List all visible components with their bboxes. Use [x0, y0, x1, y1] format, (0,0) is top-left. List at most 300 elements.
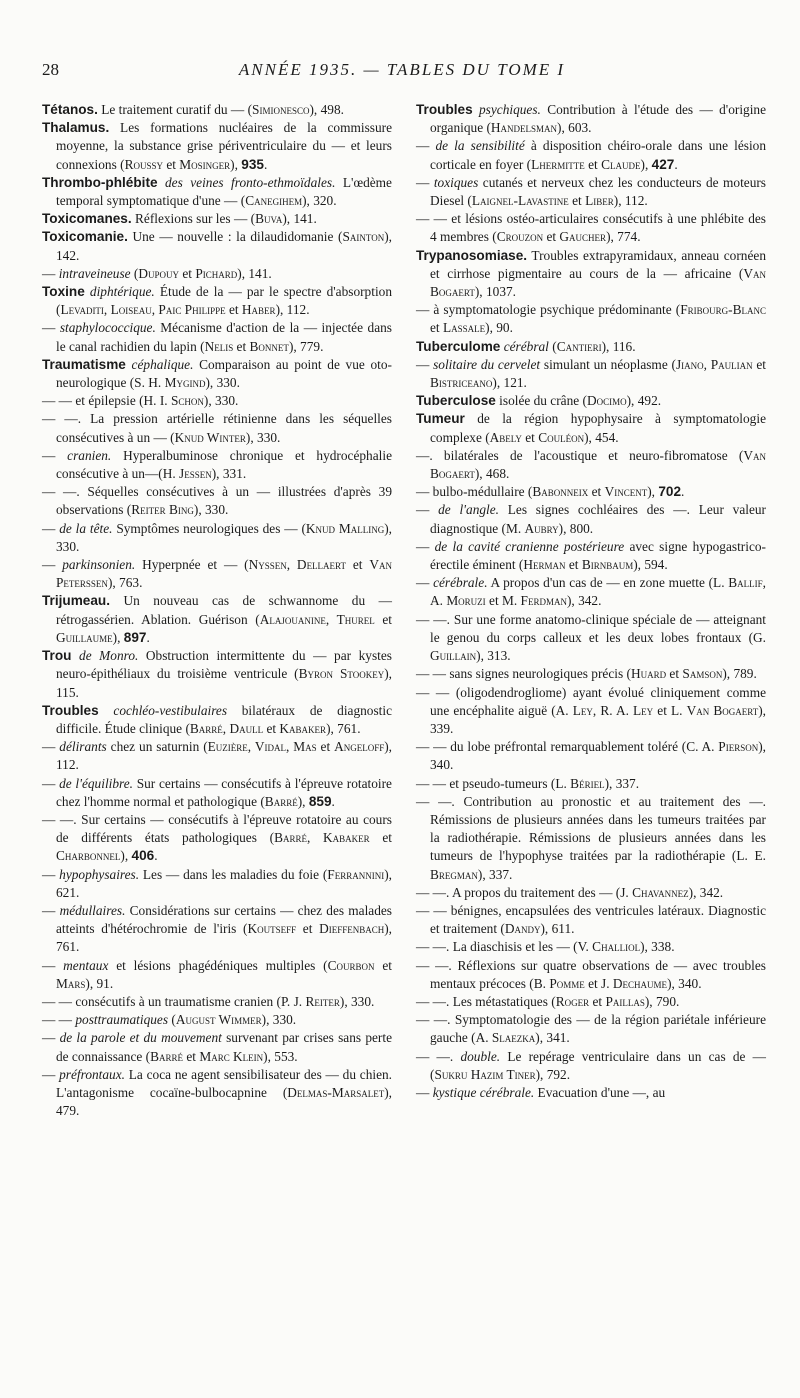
index-entry: [42, 410, 392, 446]
entry-text: —: [42, 447, 68, 463]
entry-text: — —. A propos du traitement des — (J.: [416, 884, 633, 900]
index-entry: [42, 283, 392, 319]
running-header: [42, 60, 762, 90]
entry-text: ), 603.: [557, 120, 592, 136]
entry-heading: 897: [123, 629, 147, 645]
index-entry: [416, 247, 766, 302]
author-name: Pierson: [718, 739, 759, 755]
entry-text: —: [42, 739, 60, 755]
entry-text: ), 790.: [644, 993, 680, 1009]
entry-heading: Trou: [42, 648, 72, 664]
author-name: Laignel-Lavastine: [471, 193, 569, 209]
author-name: Challiol: [592, 939, 641, 955]
index-entry: [42, 392, 392, 410]
entry-text: et: [584, 156, 602, 172]
index-entry: [42, 1066, 392, 1121]
entry-text: ), 116.: [601, 338, 636, 354]
page-number: 28: [42, 60, 59, 79]
entry-text: — — bénignes, encapsulées des ventricules latéraux. Diagnostic et traitement (: [416, 902, 766, 937]
author-name: Nelis: [204, 338, 234, 354]
entry-text: — —. La diaschisis et les — (V.: [416, 939, 593, 955]
entry-subject: solitaire du cervelet: [433, 356, 541, 372]
entry-text: ), 774.: [606, 229, 641, 245]
index-entry: [416, 1011, 766, 1047]
entry-heading: Tumeur: [416, 411, 465, 427]
author-name: Ferdman: [520, 593, 567, 609]
entry-text: — à symptomatologie psychique prédominante (: [416, 302, 681, 318]
index-entry: [416, 993, 766, 1011]
entry-text: ), 339.: [430, 702, 767, 736]
entry-text: et L.: [653, 702, 687, 718]
index-entry: [416, 501, 766, 537]
entry-text: —: [416, 174, 434, 190]
entry-subject: de l'équilibre.: [59, 775, 133, 791]
author-name: Buva: [255, 211, 283, 227]
author-name: Ferrannini: [327, 866, 385, 882]
entry-text: ), 1037.: [474, 284, 516, 300]
index-entry: [416, 101, 766, 137]
entry-text: , A.: [430, 575, 766, 609]
index-entry: [416, 301, 766, 337]
entry-text: et: [568, 193, 586, 209]
entry-text: — — et pseudo-tumeurs (L.: [416, 775, 571, 791]
entry-text: ), 342.: [566, 593, 602, 609]
entry-text: et J.: [584, 975, 613, 991]
entry-text: et: [565, 557, 582, 573]
entry-text: —: [416, 1084, 433, 1100]
entry-text: Réflexions sur les — (: [131, 211, 256, 227]
author-name: Barré, Daull: [189, 720, 264, 736]
entry-text: et: [346, 557, 370, 573]
entry-text: ),: [647, 484, 659, 500]
author-name: Sainton: [342, 229, 385, 245]
entry-text: ), 337.: [604, 775, 640, 791]
entry-text: Obstruction intermittente du — par kystes neuro-épithéliaux du troisième ventricule (: [56, 648, 392, 682]
entry-text: Un nouveau cas de schwannome du — rétrogassérien. Ablation. Guérison (: [56, 593, 392, 627]
entry-text: bilatéraux de diagnostic difficile. Étude clinique (: [56, 702, 392, 736]
entry-text: ), 338.: [640, 939, 675, 955]
entry-text: (: [130, 265, 139, 281]
author-name: Huard: [630, 666, 667, 682]
entry-text: ), 330.: [193, 502, 229, 518]
entry-text: et: [183, 1048, 200, 1064]
entry-text: — —. Les métastatiques (: [416, 993, 556, 1009]
author-name: Jiano, Paulian: [675, 356, 753, 372]
entry-text: ), 330.: [339, 993, 375, 1009]
author-name: Mars: [56, 975, 86, 991]
index-entry: [416, 538, 766, 574]
entry-text: —: [416, 538, 435, 554]
author-name: Angeloff: [334, 739, 385, 755]
entry-text: — —. Sur certains — consécutifs à l'épreuve rotatoire au cours de différents états pathologiques (: [42, 811, 392, 846]
entry-text: ), 112.: [275, 302, 310, 318]
entry-text: et: [162, 156, 180, 172]
entry-text: Le repérage ventriculaire dans un cas de — (: [430, 1048, 766, 1082]
index-entry: [42, 866, 392, 902]
entry-text: avec signe hypogastrico-érectile éminent (: [430, 538, 766, 573]
entry-subject: de la cavité cranienne postérieure: [434, 538, 625, 554]
entry-subject: de la tête.: [59, 520, 113, 536]
author-name: Aubry: [524, 520, 559, 536]
entry-text: ), 621.: [56, 866, 392, 900]
index-entry: [42, 174, 392, 210]
author-name: Levaditi, Loiseau, Paic Philippe: [60, 302, 226, 318]
entry-heading: Trypanosomiase.: [416, 247, 528, 263]
entry-subject: céphalique.: [131, 356, 194, 372]
author-name: Dandy: [504, 921, 541, 937]
entry-text: Evacuation d'une —, au: [534, 1084, 666, 1100]
entry-subject: préfrontaux.: [59, 1066, 125, 1082]
index-entry: [416, 793, 766, 884]
entry-text: Sur certains — consécutifs à l'épreuve rotatoire chez l'homme normal et pathologique (: [56, 775, 392, 809]
entry-text: ), 594.: [633, 557, 668, 573]
author-name: Liber: [585, 193, 614, 209]
entry-text: et: [263, 720, 280, 736]
author-name: Paillas: [605, 993, 645, 1009]
entry-text: — — consécutifs à un traumatisme cranien (P. J.: [42, 993, 306, 1009]
entry-text: ), 330.: [261, 1012, 297, 1028]
author-name: Dieffenbach: [319, 921, 385, 937]
entry-text: et: [225, 302, 242, 318]
entry-text: — —. Séquelles consécutives à un — illustrées d'après 39 observations (: [42, 484, 392, 518]
entry-text: Considérations sur certains — chez des malades atteints d'hétérochromie de l'iris (: [56, 902, 393, 937]
index-entry: [42, 119, 392, 174]
author-name: Roussy: [124, 156, 163, 172]
index-entry: [42, 228, 392, 264]
entry-text: Comparaison au point de vue oto-neurologique (S. H.: [56, 356, 392, 391]
entry-text: —. bilatérales de l'acoustique et neuro-fibromatose (: [416, 447, 744, 463]
author-name: Jessen: [179, 466, 212, 482]
entry-text: Hyperpnée et — (: [135, 557, 249, 573]
entry-text: ), 141.: [282, 211, 317, 227]
entry-heading: 935: [241, 156, 264, 172]
entry-text: A propos d'un cas de — en zone muette (L.: [487, 575, 729, 591]
entry-text: ), 779.: [288, 338, 324, 354]
entry-text: Les signes cochléaires des —. Leur valeur diagnostique (M.: [430, 502, 766, 536]
author-name: Abely: [489, 429, 522, 445]
author-name: Pichard: [195, 265, 238, 281]
entry-subject: intraveineuse: [58, 265, 131, 281]
entry-text: isolée du crâne (: [495, 393, 587, 409]
entry-text: ), 142.: [56, 229, 392, 263]
entry-text: ), 340.: [667, 975, 702, 991]
author-name: Delmas-Marsalet: [287, 1084, 385, 1100]
entry-text: — —: [42, 1012, 76, 1028]
entry-text: ), 121.: [492, 375, 527, 391]
entry-heading: Toxicomanes.: [42, 211, 132, 227]
entry-text: — —. Sur une forme anatomo-clinique spéciale de — atteignant le genou du corps calleux et les deux lobes frontaux (G.: [416, 611, 766, 645]
index-entry: [416, 738, 766, 774]
entry-heading: Tétanos.: [42, 102, 98, 117]
entry-text: (: [548, 338, 557, 354]
index-entry: [42, 592, 392, 647]
entry-text: (: [168, 1012, 176, 1028]
author-name: Moruzi: [446, 593, 486, 609]
entry-text: Mécanisme d'action de la — injectée dans le canal rachidien du lapin (: [56, 320, 392, 354]
index-entry: [416, 574, 766, 610]
running-title: ANNÉE 1935. — TABLES DU TOME I: [238, 60, 566, 79]
author-name: Charbonnel: [56, 848, 121, 864]
entry-text: .: [674, 156, 678, 172]
index-entry: [42, 556, 392, 592]
entry-heading: Troubles: [42, 702, 99, 718]
author-name: Canegihem: [245, 193, 303, 209]
author-name: Ley: [633, 702, 654, 718]
entry-subject: kystique cérébrale.: [432, 1084, 535, 1100]
entry-text: et: [179, 265, 196, 281]
index-entry: [416, 775, 766, 793]
index-entry: [42, 647, 392, 702]
author-name: Van Peterssen: [56, 557, 392, 591]
entry-text: — —. Réflexions sur quatre observations de — avec troubles mentaux précoces (B.: [416, 957, 766, 991]
index-entry: [416, 611, 766, 666]
entry-text: Troubles extrapyramidaux, anneau cornéen et cirrhose pigmentaire au cours de la — africaine (: [430, 247, 766, 281]
author-name: Lhermitte: [531, 156, 585, 172]
entry-subject: psychiques.: [479, 102, 541, 117]
entry-text: — —. Contribution au pronostic et au traitement des —. Rémissions de plusieurs années dans les tumeurs traitées par la radiothérapie. Rémissions de plusieurs années dans les tumeurs de l'hypophyse traitées par la radiothérapie (L. E.: [416, 793, 766, 864]
author-name: Haber: [241, 302, 276, 318]
index-entry: [42, 319, 392, 355]
entry-heading: Tuberculome: [416, 338, 501, 354]
entry-text: ), 331.: [211, 466, 247, 482]
index-entry: [416, 1084, 766, 1102]
entry-subject: staphylococcique.: [59, 320, 156, 336]
entry-text: [99, 703, 114, 718]
entry-text: et: [589, 993, 606, 1009]
index-entry: [416, 447, 766, 483]
entry-text: ), 761.: [326, 720, 361, 736]
entry-text: ), 553.: [263, 1048, 298, 1064]
author-name: Guillaume: [56, 629, 113, 645]
entry-text: — — du lobe préfrontal remarquablement toléré (C. A.: [416, 739, 719, 755]
index-entry: [416, 483, 766, 501]
index-entry: [42, 447, 392, 483]
entry-text: —: [42, 1030, 60, 1046]
index-entry: [42, 356, 392, 392]
index-entry: [42, 993, 392, 1011]
index-entry: [42, 265, 392, 283]
index-entry: [416, 356, 766, 392]
entry-text: ),: [297, 793, 309, 809]
entry-text: ),: [230, 156, 242, 172]
entry-text: ), 341.: [535, 1030, 570, 1046]
index-entry: [42, 811, 392, 866]
author-name: Guillain: [430, 648, 477, 664]
entry-text: et: [521, 429, 539, 445]
author-name: Ballif: [728, 575, 763, 591]
entry-heading: Traumatisme: [42, 356, 126, 372]
author-name: Koutseff: [247, 921, 297, 937]
index-entry: [42, 210, 392, 228]
author-name: Barré: [264, 793, 298, 809]
index-entry: [42, 1029, 392, 1065]
entry-subject: cranien.: [67, 447, 112, 463]
author-name: Chavannez: [632, 884, 689, 900]
index-entry: [42, 520, 392, 556]
entry-subject: de Monro.: [79, 648, 139, 664]
entry-text: — — et lésions ostéo-articulaires consécutifs à une phlébite des 4 membres (: [416, 211, 766, 245]
entry-text: —: [416, 356, 434, 372]
author-name: Simionesco: [252, 102, 310, 117]
entry-text: .: [681, 484, 685, 500]
index-entry: [42, 957, 392, 993]
entry-text: et: [543, 229, 560, 245]
entry-subject: double.: [460, 1048, 501, 1064]
author-name: Ley: [572, 702, 593, 718]
entry-text: — — (oligodendrogliome) ayant évolué cliniquement comme une encéphalite aiguë (A.: [416, 684, 766, 718]
entry-subject: des veines fronto-ethmoïdales.: [165, 174, 336, 190]
entry-subject: toxiques: [433, 174, 479, 190]
entry-text: — — sans signes neurologiques précis (: [416, 666, 631, 682]
author-name: Van Bogaert: [686, 702, 759, 718]
entry-text: — — et épilepsie (H. I.: [42, 393, 171, 409]
entry-text: ), 479.: [56, 1084, 392, 1119]
left-column: [42, 101, 392, 1120]
entry-subject: médullaires.: [59, 902, 126, 918]
entry-subject: mentaux: [63, 957, 109, 973]
entry-heading: Thrombo-phlébite: [42, 174, 158, 190]
entry-text: cutanés et nerveux chez les conducteurs de moteurs Diesel (: [430, 174, 767, 209]
entry-text: ), 789.: [722, 666, 757, 682]
author-name: Nyssen, Dellaert: [248, 557, 347, 573]
index-entry: [416, 210, 766, 246]
index-entry: [416, 410, 766, 446]
index-entry: [416, 884, 766, 902]
index-entry: [416, 938, 766, 956]
entry-text: —: [42, 265, 59, 281]
entry-subject: de la sensibilité: [435, 138, 525, 154]
entry-subject: posttraumatiques: [75, 1012, 169, 1028]
entry-subject: de la parole et du mouvement: [59, 1030, 222, 1046]
author-name: Euzière, Vidal, Mas: [207, 739, 317, 755]
author-name: Courbon: [327, 957, 375, 973]
entry-text: ), 763.: [107, 575, 143, 591]
entry-heading: Toxine: [42, 284, 85, 300]
entry-text: à disposition chéiro-orale dans une lésion corticale en foyer (: [430, 138, 766, 172]
entry-subject: de l'angle.: [438, 502, 500, 518]
index-entry: [42, 101, 392, 119]
index-entry: [42, 902, 392, 957]
entry-text: Le traitement curatif du — (: [97, 102, 253, 117]
entry-heading: Thalamus.: [42, 120, 110, 136]
entry-text: —: [42, 866, 60, 882]
entry-subject: parkinsonien.: [62, 557, 136, 573]
author-name: Van Bogaert: [430, 447, 766, 482]
author-name: Bériel: [570, 775, 605, 791]
entry-text: ), 330.: [205, 375, 240, 391]
entry-text: ), 792.: [535, 1066, 571, 1082]
entry-text: ),: [112, 629, 124, 645]
entry-text: —: [42, 775, 60, 791]
entry-text: ), 91.: [85, 975, 114, 991]
entry-text: —: [42, 902, 60, 918]
author-name: Pomme: [549, 975, 585, 991]
entry-text: et: [374, 957, 393, 973]
entry-text: —: [42, 520, 60, 536]
entry-text: de la région hypophysaire à symptomatologie complexe (: [430, 411, 766, 445]
author-name: Cantieri: [556, 338, 602, 354]
entry-text: .: [263, 156, 268, 172]
entry-text: .: [154, 848, 158, 864]
entry-text: simulant un néoplasme (: [540, 356, 676, 372]
entry-text: ), 115.: [56, 666, 392, 700]
author-name: Couléon: [538, 429, 585, 445]
index-entry: [42, 483, 392, 519]
entry-heading: 702: [658, 484, 682, 500]
entry-subject: cochléo-vestibulaires: [113, 702, 228, 718]
entry-text: [71, 648, 79, 663]
entry-text: Les formations nucléaires de la commissure moyenne, la substance grise périventriculaire du — et leurs connexions (: [56, 120, 392, 172]
entry-text: et: [588, 484, 605, 500]
author-name: Barré: [150, 1048, 184, 1064]
entry-text: et M.: [485, 593, 521, 609]
entry-text: et: [666, 666, 683, 682]
entry-text: ), 342.: [688, 884, 724, 900]
index-entry: [416, 174, 766, 210]
entry-text: —: [416, 502, 439, 518]
author-name: Knud Malling: [305, 520, 385, 536]
entry-text: ), 112.: [56, 739, 393, 773]
entry-text: et: [296, 921, 320, 937]
entry-text: — —.: [416, 1048, 461, 1064]
entry-text: ), 800.: [558, 520, 594, 536]
entry-heading: Tuberculose: [416, 393, 496, 409]
entry-text: ), 90.: [485, 320, 513, 336]
author-name: Dechaume: [612, 975, 668, 991]
author-name: Alajouanine, Thurel: [259, 611, 375, 627]
entry-heading: 859: [308, 793, 332, 809]
author-name: Crouzon: [496, 229, 544, 245]
index-entry: [416, 1048, 766, 1084]
entry-text: ), 330.: [203, 393, 239, 409]
author-name: Roger: [555, 993, 590, 1009]
entry-text: —: [416, 138, 436, 154]
entry-text: —: [42, 320, 60, 336]
entry-text: L'œdème temporal symptomatique d'une — (: [56, 174, 392, 209]
index-entry: [416, 665, 766, 683]
author-name: Bistriceano: [430, 375, 493, 391]
author-name: Sukru Hazim Tiner: [434, 1066, 536, 1082]
entry-text: Contribution à l'étude des — d'origine organique (: [430, 102, 767, 136]
entry-text: , R. A.: [592, 702, 634, 718]
entry-text: ), 498.: [309, 102, 344, 117]
entry-text: ), 468.: [474, 466, 510, 482]
entry-text: et: [316, 739, 335, 755]
index-entry: [42, 1011, 392, 1029]
entry-text: ), 330.: [245, 429, 281, 445]
entry-heading: Toxicomanie.: [42, 229, 128, 245]
author-name: Schon: [170, 393, 204, 409]
entry-text: ), 340.: [430, 739, 766, 773]
author-name: Reiter: [305, 993, 340, 1009]
author-name: Slaezka: [491, 1030, 536, 1046]
entry-text: La coca ne agent sensibilisateur des — du chien. L'antagonisme cocaïne-bulbocapnine (: [56, 1066, 392, 1100]
entry-text: [158, 175, 165, 190]
entry-subject: cérébrale.: [433, 575, 488, 591]
entry-text: Symptômes neurologiques des — (: [112, 520, 306, 536]
author-name: Lassale: [442, 320, 486, 336]
author-name: Van Bogaert: [430, 265, 766, 300]
entry-text: .: [331, 793, 335, 809]
right-column: [416, 101, 766, 1102]
entry-text: et: [752, 356, 766, 372]
index-entry: [42, 738, 392, 774]
entry-text: Étude de la — par le spectre d'absorption (: [56, 284, 392, 318]
author-name: Reiter Bing: [131, 502, 194, 518]
author-name: Dupouy: [138, 265, 179, 281]
author-name: Kabaker: [279, 720, 327, 736]
author-name: Bonnet: [249, 338, 289, 354]
